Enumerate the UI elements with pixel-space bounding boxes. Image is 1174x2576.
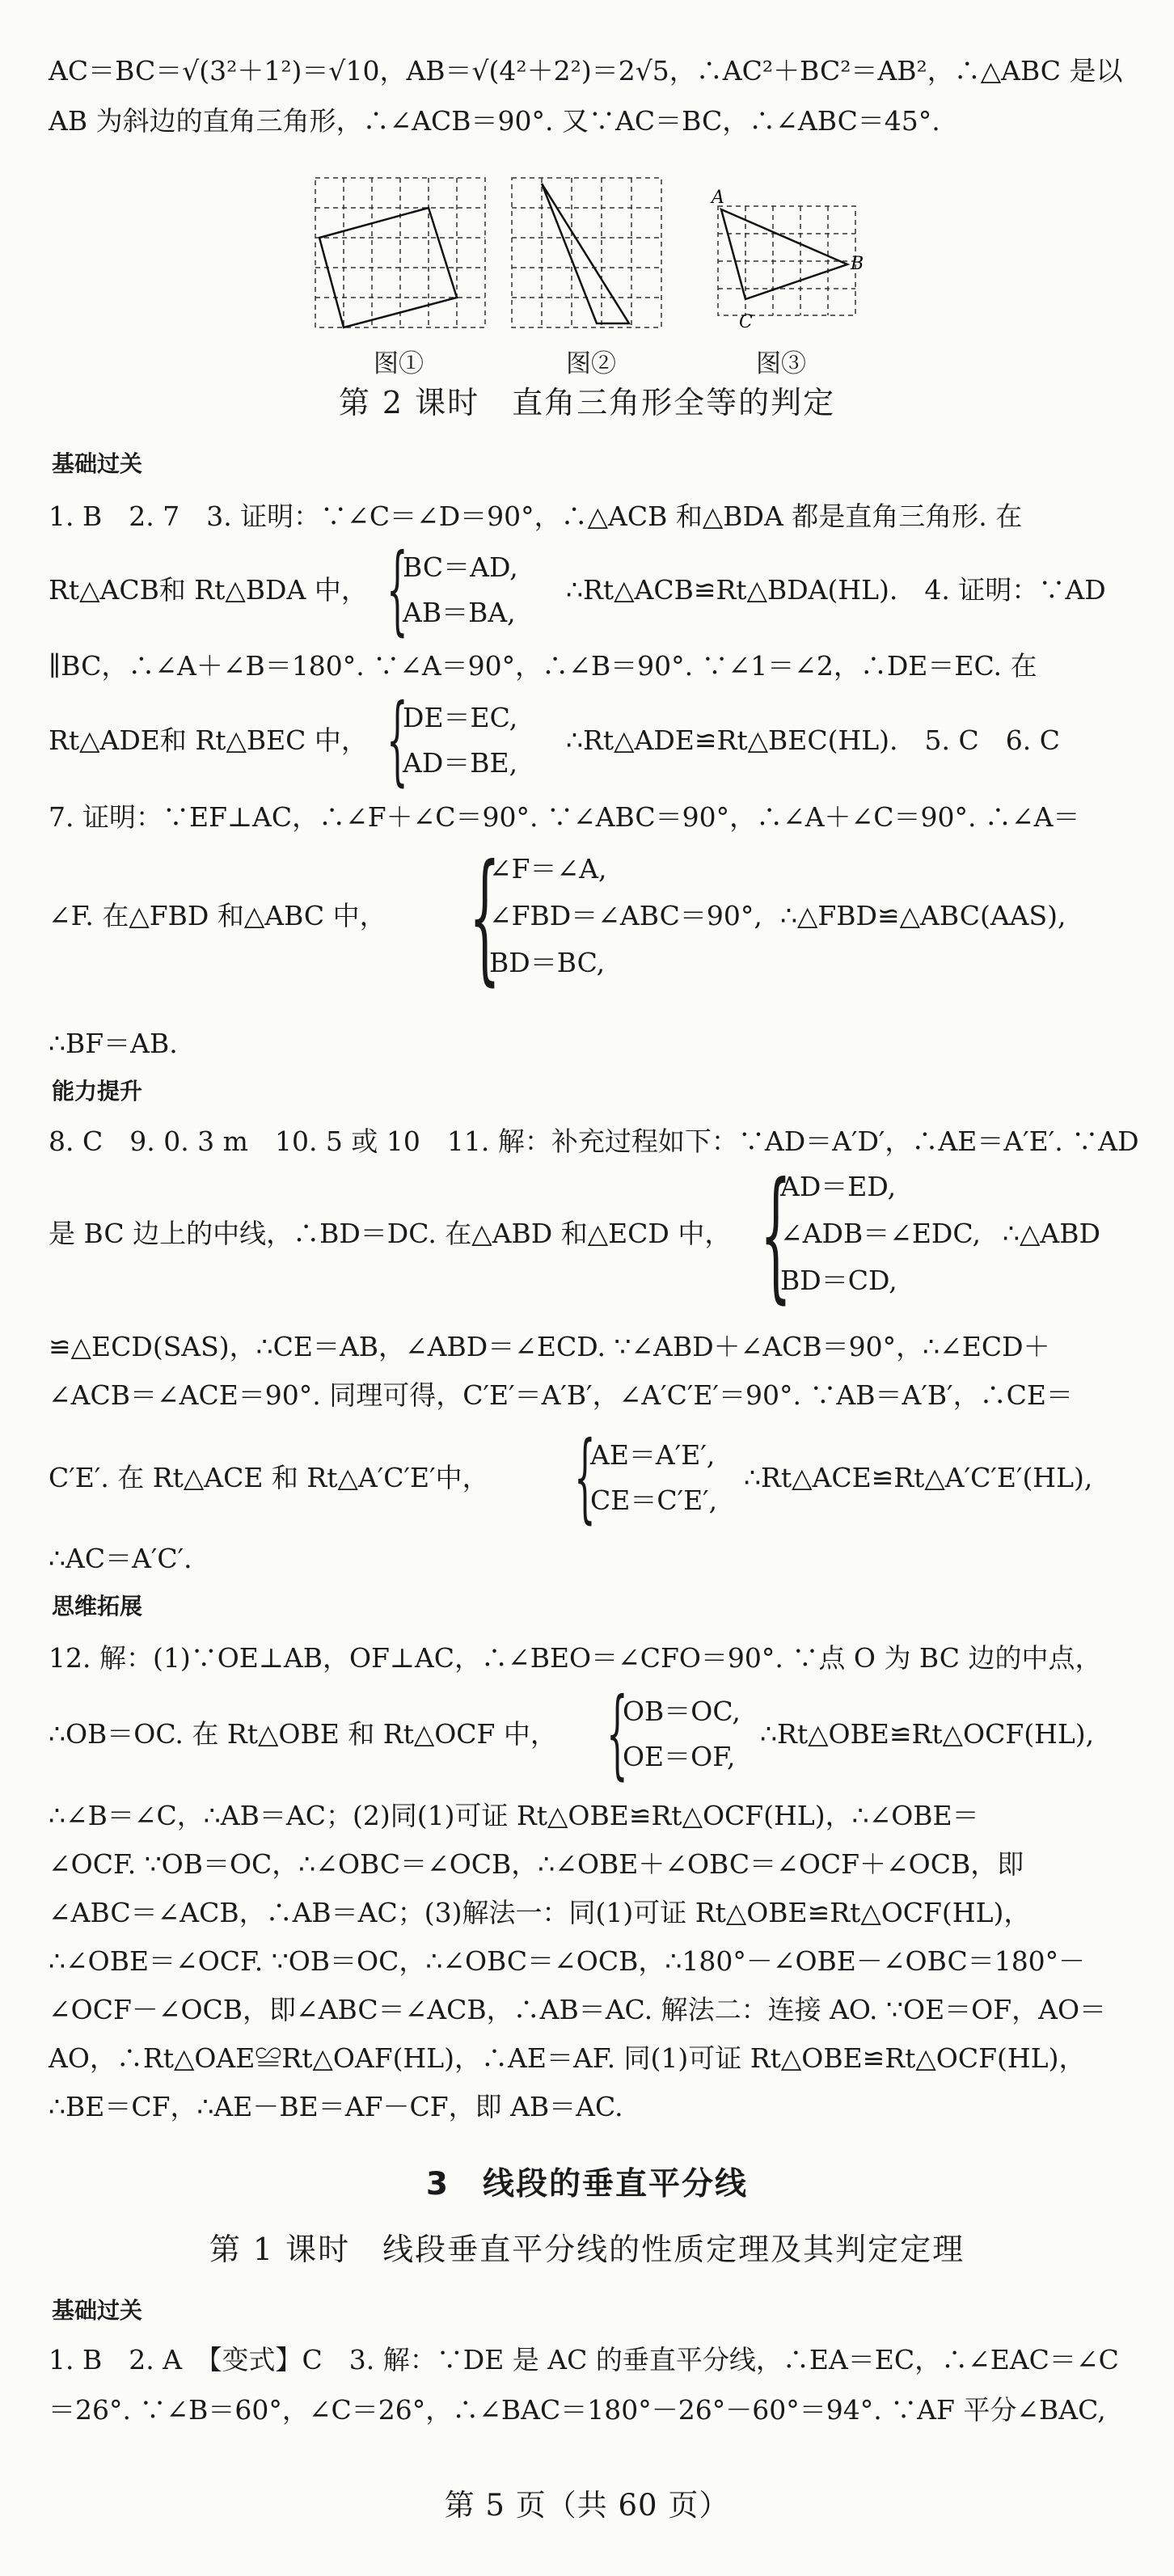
grid-figure-3 <box>710 174 864 336</box>
section-heading: 能力提升 <box>52 1078 143 1104</box>
text-fragment: ∴△FBD≌△ABC(AAS), <box>780 900 1066 931</box>
equation: DE＝EC, <box>403 702 518 733</box>
text-fragment: ∴Rt△ACE≌Rt△A′C′E′(HL), <box>744 1462 1093 1493</box>
text-line: ∴∠OBE＝∠OCF. ∵OB＝OC，∴∠OBC＝∠OCB，∴180°－∠OBE－∠OBC＝180°－ <box>49 1945 1086 1977</box>
equation: ∠FBD＝∠ABC＝90°, <box>489 900 762 931</box>
page-footer: 第 5 页（共 60 页） <box>444 2488 730 2523</box>
text-line: 1. B 2. 7 3. 证明：∵∠C＝∠D＝90°，∴△ACB 和△BDA 都是直角三角形. 在 <box>49 500 1023 532</box>
system-line <box>49 1153 1142 1317</box>
text-line: 7. 证明：∵EF⊥AC，∴∠F＋∠C＝90°. ∵∠ABC＝90°，∴∠A＋∠C＝90°. ∴∠A＝ <box>49 801 1080 833</box>
equation: AD＝BE, <box>403 747 518 779</box>
equation: ∠ADB＝∠EDC, <box>780 1218 981 1249</box>
text-fragment: ∴OB＝OC. 在 Rt△OBE 和 Rt△OCF 中， <box>49 1718 557 1750</box>
system-line <box>49 534 1142 646</box>
text-line: ∠OCF－∠OCB，即∠ABC＝∠ACB，∴AB＝AC. 解法二：连接 AO. ∵OE＝OF，AO＝ <box>49 1994 1106 2025</box>
grid-figure-1 <box>311 174 489 336</box>
label-c: C <box>739 312 753 332</box>
equation: AE＝A′E′, <box>590 1439 716 1471</box>
equation: OB＝OC, <box>623 1696 741 1727</box>
equation: CE＝C′E′, <box>590 1484 718 1516</box>
lesson-title: 第 1 课时 线段垂直平分线的性质定理及其判定定理 <box>209 2232 965 2267</box>
figure-caption-2: 图② <box>566 349 616 378</box>
label-a: A <box>712 188 724 208</box>
text-line: ∴AC＝A′C′. <box>49 1543 192 1574</box>
figure-caption-3: 图③ <box>756 349 806 378</box>
equation: AD＝ED, <box>780 1171 897 1202</box>
text-fragment: ∴Rt△ACB≌Rt△BDA(HL). 4. 证明：∵AD <box>566 574 1106 606</box>
equation: AB＝BA, <box>403 597 516 628</box>
text-fragment: C′E′. 在 Rt△ACE 和 Rt△A′C′E′中， <box>49 1462 489 1493</box>
left-brace: { <box>469 835 500 999</box>
grid-figure-2 <box>508 174 669 336</box>
text-line: AB 为斜边的直角三角形，∴∠ACB＝90°. 又∵AC＝BC，∴∠ABC＝45°. <box>49 105 940 137</box>
text-line: ∥BC，∴∠A＋∠B＝180°. ∵∠A＝90°，∴∠B＝90°. ∵∠1＝∠2，∴DE＝EC. 在 <box>49 650 1037 682</box>
equation: OE＝OF, <box>623 1741 736 1772</box>
system-line <box>49 684 1142 796</box>
text-fragment: ∴Rt△OBE≌Rt△OCF(HL), <box>760 1718 1095 1750</box>
figure-caption-1: 图① <box>374 349 424 378</box>
text-line: ≌△ECD(SAS)，∴CE＝AB，∠ABD＝∠ECD. ∵∠ABD＋∠ACB＝90°，∴∠ECD＋ <box>49 1331 1050 1362</box>
text-fragment: ∴Rt△ADE≌Rt△BEC(HL). 5. C 6. C <box>566 724 1060 756</box>
lesson-title: 第 2 课时 直角三角形全等的判定 <box>338 385 836 420</box>
text-line: 12. 解：(1)∵OE⊥AB，OF⊥AC，∴∠BEO＝∠CFO＝90°. ∵点 O 为 BC 边的中点， <box>49 1642 1102 1674</box>
left-brace: { <box>760 1153 792 1317</box>
text-fragment: 是 BC 边上的中线，∴BD＝DC. 在△ABD 和△ECD 中， <box>49 1218 732 1249</box>
chapter-title: 3 线段的垂直平分线 <box>425 2166 749 2202</box>
section-heading: 思维拓展 <box>52 1593 143 1620</box>
text-line: ∠ACB＝∠ACE＝90°. 同理可得，C′E′＝A′B′，∠A′C′E′＝90°. ∵AB＝A′B′，∴CE＝ <box>49 1379 1073 1411</box>
text-line: AC＝BC＝√(3²＋1²)＝√10，AB＝√(4²＋2²)＝2√5，∴AC²＋BC²＝AB²，∴△ABC 是以 <box>49 55 1123 87</box>
left-brace: { <box>386 684 408 796</box>
text-fragment: ∴△ABD <box>1003 1218 1100 1249</box>
label-b: B <box>851 254 864 274</box>
system-line <box>49 1421 1142 1534</box>
equation: ∠F＝∠A, <box>489 853 607 885</box>
text-line: 1. B 2. A 【变式】C 3. 解：∵DE 是 AC 的垂直平分线，∴EA＝EC，∴∠EAC＝∠C <box>49 2344 1119 2375</box>
text-fragment: ∠F. 在△FBD 和△ABC 中， <box>49 900 386 931</box>
left-brace: { <box>574 1421 596 1534</box>
text-line: ∴BF＝AB. <box>49 1028 178 1059</box>
equation: BD＝CD, <box>780 1265 897 1296</box>
text-line: ∠OCF. ∵OB＝OC，∴∠OBC＝∠OCB，∴∠OBE＋∠OBC＝∠OCF＋∠OCB，即 <box>49 1848 1024 1880</box>
left-brace: { <box>606 1678 628 1790</box>
equation: BD＝BC, <box>489 947 606 978</box>
equation: BC＝AD, <box>403 551 518 583</box>
system-line <box>49 835 1142 999</box>
left-brace: { <box>386 534 408 646</box>
section-heading: 基础过关 <box>52 2297 143 2324</box>
text-fragment: Rt△ADE和 Rt△BEC 中， <box>49 724 368 756</box>
text-line: AO，∴Rt△OAE≌Rt△OAF(HL)，∴AE＝AF. 同(1)可证 Rt△OBE≌Rt△OCF(HL)， <box>49 2042 1086 2074</box>
section-heading: 基础过关 <box>52 450 143 477</box>
text-line: ∠ABC＝∠ACB，∴AB＝AC；(3)解法一：同(1)可证 Rt△OBE≌Rt△OCF(HL)， <box>49 1897 1031 1928</box>
text-fragment: Rt△ACB和 Rt△BDA 中， <box>49 574 368 606</box>
text-line: ∴∠B＝∠C，∴AB＝AC；(2)同(1)可证 Rt△OBE≌Rt△OCF(HL)，∴∠OBE＝ <box>49 1800 979 1831</box>
text-line: 8. C 9. 0. 3 m 10. 5 或 10 11. 解：补充过程如下：∵AD＝A′D′，∴AE＝A′E′. ∵AD <box>49 1125 1139 1157</box>
text-line: ＝26°. ∵∠B＝60°，∠C＝26°，∴∠BAC＝180°－26°－60°＝94°. ∵AF 平分∠BAC, <box>49 2394 1106 2426</box>
text-line: ∴BE＝CF，∴AE－BE＝AF－CF，即 AB＝AC. <box>49 2091 623 2122</box>
system-line <box>49 1678 1142 1790</box>
